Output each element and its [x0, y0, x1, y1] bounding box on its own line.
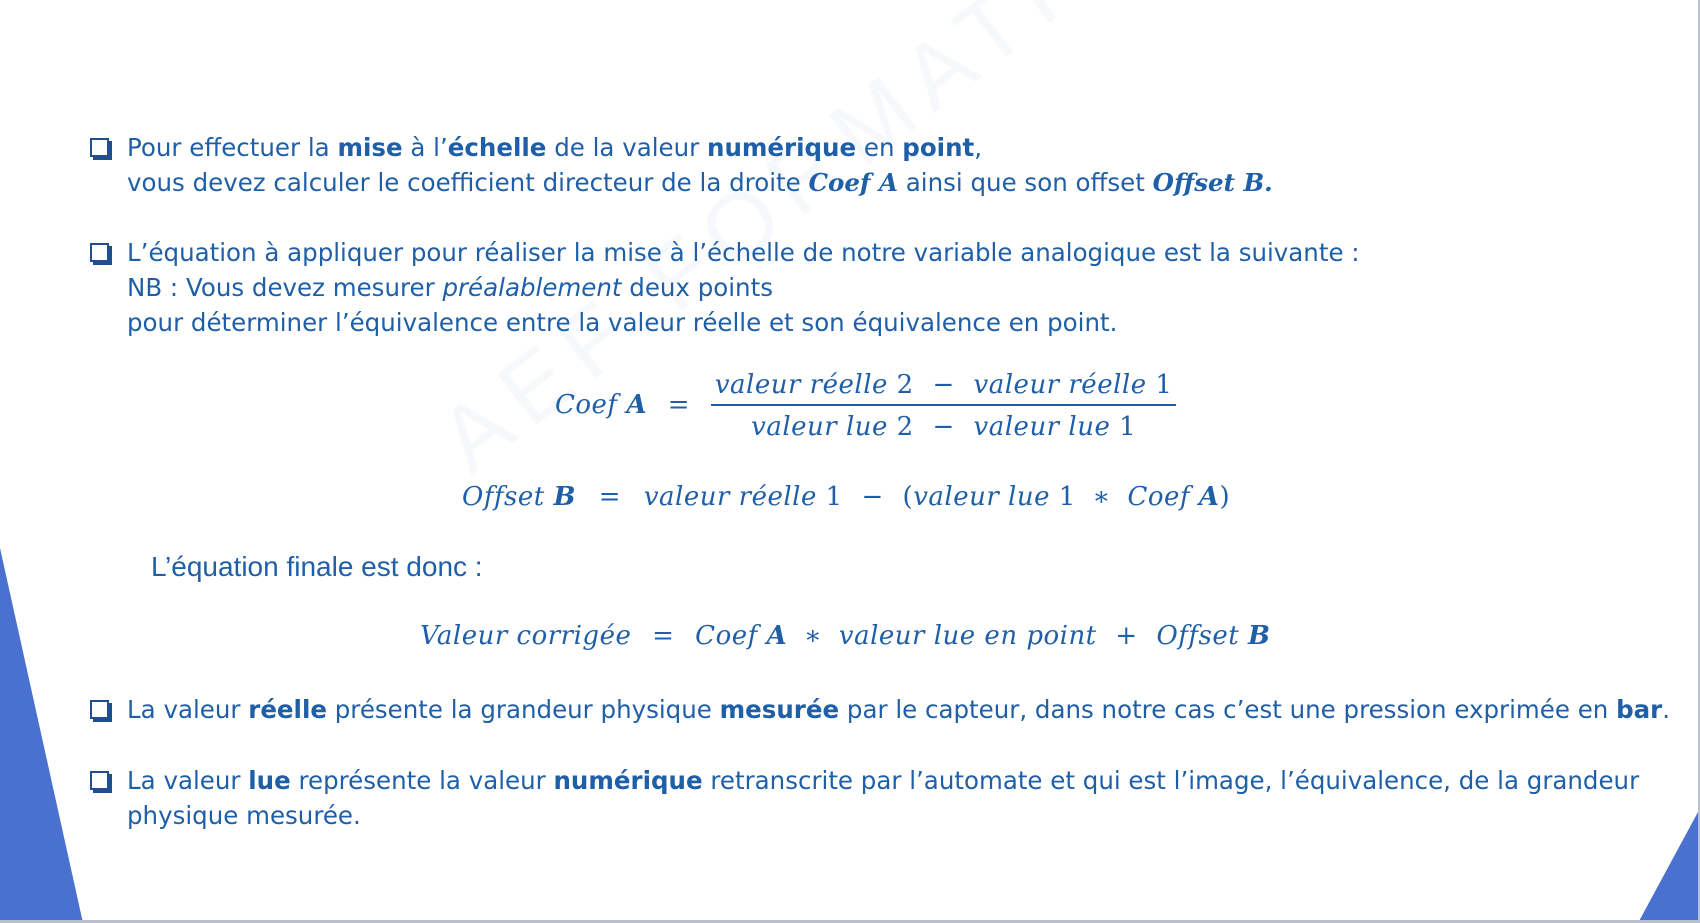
equation-coef-a: Coef A = $\frac{\text{valeur réelle 2 − valeur réelle 1}}{\text{valeur lue 2 − valeur lue 1}}$	[555, 370, 1176, 442]
denominator: valeur lue 2 − valeur lue 1	[751, 412, 1137, 442]
left-blue-triangle	[0, 548, 83, 923]
bullet-line: L’équation à appliquer pour réaliser la mise à l’échelle de notre variable analogique est la suivante :	[127, 238, 1360, 267]
bullet-real-value	[90, 692, 1670, 727]
bullet-line: La valeur lue représente la valeur numérique retranscrite par l’automate et qui est l’image, l’équivalence, de la grandeur	[127, 766, 1640, 795]
checkbox-bullet-icon	[90, 700, 109, 719]
bullet-scaling	[90, 130, 1273, 200]
right-blue-triangle	[1638, 812, 1698, 923]
checkbox-bullet-icon	[90, 138, 109, 157]
bullet-read-value	[90, 763, 1639, 833]
fraction	[711, 370, 1177, 442]
numerator: valeur réelle 2 − valeur réelle 1	[711, 370, 1177, 406]
bullet-line: NB : Vous devez mesurer préalablement deux points	[127, 273, 773, 302]
checkbox-bullet-icon	[90, 771, 109, 790]
bullet-equation-intro	[90, 235, 1360, 340]
bullet-line: physique mesurée.	[127, 801, 361, 830]
bullet-line: pour déterminer l’équivalence entre la valeur réelle et son équivalence en point.	[127, 308, 1118, 337]
bullet-line: vous devez calculer le coefficient directeur de la droite Coef A ainsi que son offset Offset B.	[127, 168, 1273, 197]
checkbox-bullet-icon	[90, 243, 109, 262]
bullet-line: Pour effectuer la mise à l’échelle de la valeur numérique en point,	[127, 133, 983, 162]
equation-offset-b: Offset B = valeur réelle 1 − (valeur lue 1 ∗ Coef A)	[462, 482, 1231, 512]
bullet-line: La valeur réelle présente la grandeur physique mesurée par le capteur, dans notre cas c’est une pression exprimée en bar.	[127, 695, 1671, 724]
equation-corrected-value: Valeur corrigée = Coef A ∗ valeur lue en point + Offset B	[420, 621, 1271, 651]
final-equation-label: L’équation finale est donc :	[151, 551, 483, 582]
